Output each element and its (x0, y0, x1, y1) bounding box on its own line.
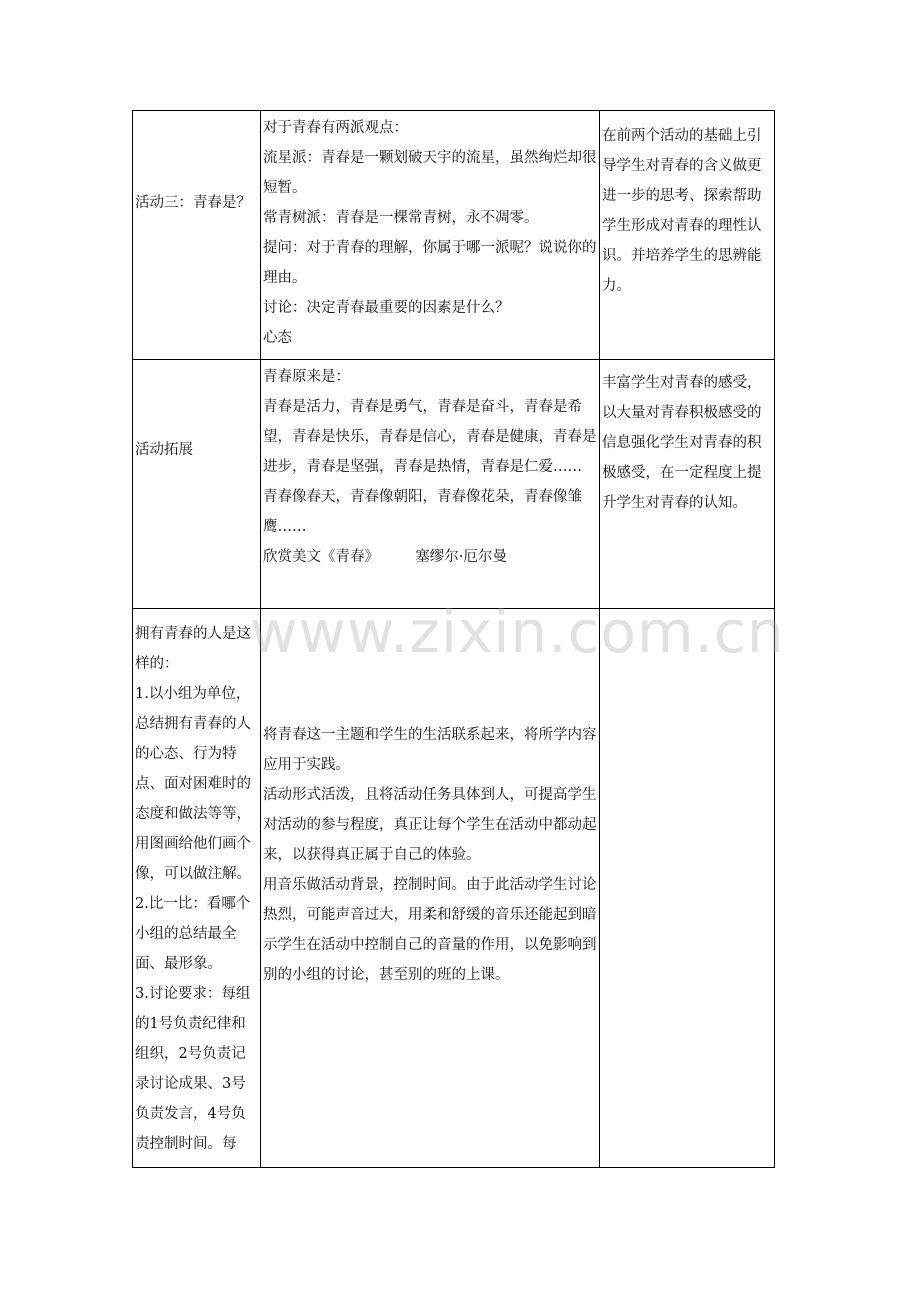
activity-line: 拥有青春的人是这样的： (135, 626, 251, 672)
table-row (133, 111, 775, 360)
content-line: 欣赏美文《青春》 塞缪尔·厄尔曼 (263, 549, 507, 565)
content-line: 将青春这一主题和学生的生活联系起来，将所学内容应用于实践。 (263, 727, 597, 773)
activity-cell (133, 360, 261, 609)
intent-text: 丰富学生对青春的感受，以大量对青春积极感受的信息强化学生对青春的积极感受，在一定程度上提升学生对青春的认知。 (602, 375, 762, 511)
intent-cell (600, 609, 775, 1168)
content-line: 对于青春有两派观点： (263, 120, 408, 136)
lesson-plan-table (132, 110, 775, 1168)
table-row (133, 360, 775, 609)
content-line: 活动形式活泼，且将活动任务具体到人，可提高学生对活动的参与程度，真正让每个学生在活动中都动起来，以获得真正属于自己的体验。 (263, 787, 597, 863)
activity-line: 1.以小组为单位，总结拥有青春的人的心态、行为特点、面对困难时的态度和做法等等，用图画给他们画个像，可以做注解。 (135, 686, 251, 882)
content-line: 用音乐做活动背景，控制时间。由于此活动学生讨论热烈，可能声音过大，用柔和舒缓的音乐还能起到暗示学生在活动中控制自己的音量的作用，以免影响到别的小组的讨论，甚至别的班的上课。 (263, 877, 597, 983)
content-cell (261, 111, 600, 360)
activity-cell (133, 609, 261, 1168)
content-line: 青春是活力，青春是勇气，青春是奋斗，青春是希望，青春是快乐，青春是信心，青春是健康，青春是进步，青春是坚强，青春是热情，青春是仁爱…… (263, 399, 597, 475)
activity-cell (133, 111, 261, 360)
activity-line: 3.讨论要求：每组的1号负责纪律和组织，2号负责记录讨论成果、3号负责发言，4号负责控制时间。每 (135, 986, 251, 1152)
intent-cell (600, 360, 775, 609)
content-line: 流星派：青春是一颗划破天宇的流星，虽然绚烂却很短暂。 (263, 150, 597, 196)
activity-line: 2.比一比：看哪个小组的总结最全面、最形象。 (135, 896, 251, 972)
content-cell (261, 609, 600, 1168)
content-line: 讨论：决定青春最重要的因素是什么？ (263, 300, 510, 316)
content-cell (261, 360, 600, 609)
content-line: 青春像春天，青春像朝阳，青春像花朵，青春像雏鹰…… (263, 489, 582, 535)
intent-cell (600, 111, 775, 360)
intent-text: 在前两个活动的基础上引导学生对青春的含义做更进一步的思考、探索帮助学生形成对青春的理性认识。并培养学生的思辨能力。 (602, 128, 762, 294)
content-line: 常青树派：青春是一棵常青树，永不凋零。 (263, 210, 539, 226)
activity-title: 活动拓展 (135, 442, 193, 458)
content-line: 青春原来是： (263, 369, 350, 385)
content-line: 提问：对于青春的理解，你属于哪一派呢？说说你的理由。 (263, 240, 597, 286)
watermark: www.zixin.com.cn (250, 598, 785, 666)
content-line: 心态 (263, 330, 292, 346)
intent-text (600, 609, 774, 611)
table-row (133, 609, 775, 1168)
activity-title: 活动三：青春是？ (135, 195, 251, 211)
